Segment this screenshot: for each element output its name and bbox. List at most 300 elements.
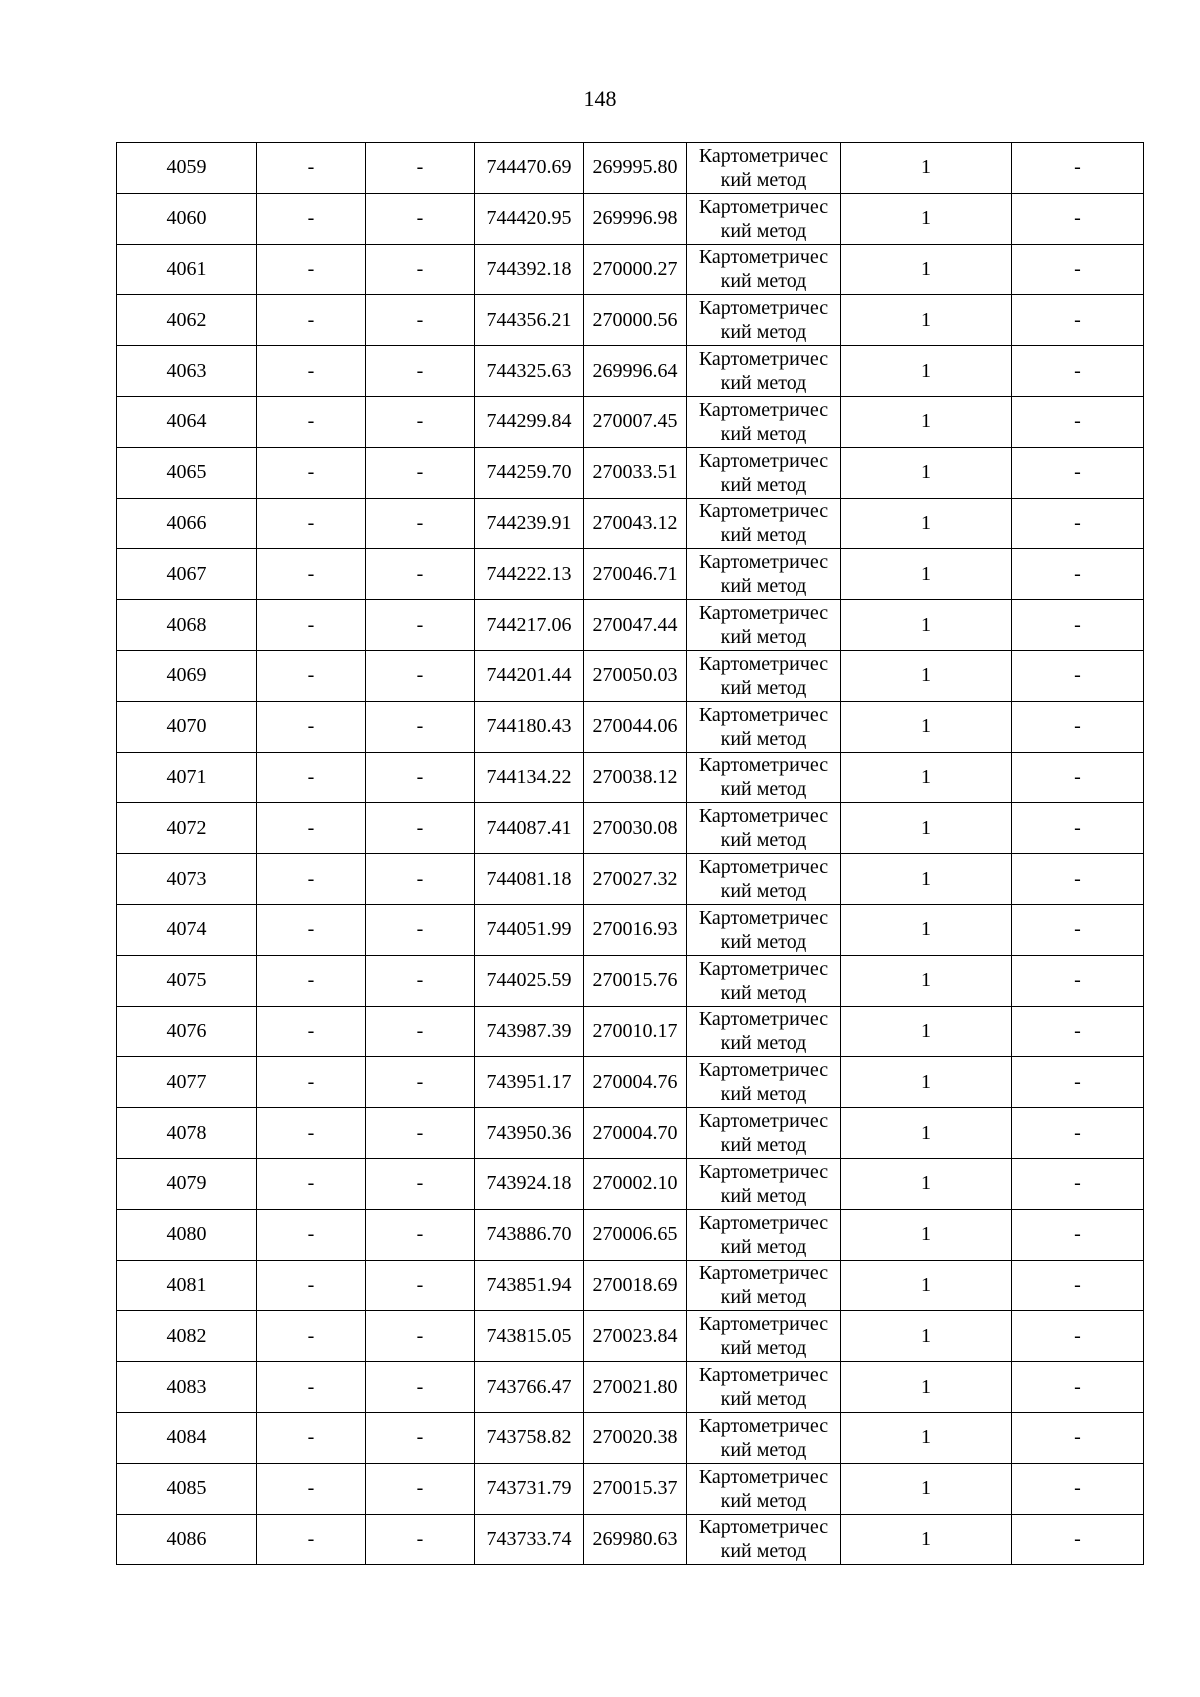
method-line-1: Картометричес — [698, 754, 829, 777]
y-coordinate-cell: 270033.51 — [584, 447, 687, 498]
method-line-1: Картометричес — [698, 144, 829, 167]
col7-cell: 1 — [841, 1057, 1012, 1108]
y-coordinate-cell: 270043.12 — [584, 498, 687, 549]
col2-cell: - — [257, 1412, 366, 1463]
y-coordinate-cell: 270004.76 — [584, 1057, 687, 1108]
col3-cell: - — [366, 650, 475, 701]
method-line-1: Картометричес — [698, 856, 829, 879]
x-coordinate-cell: 743951.17 — [475, 1057, 584, 1108]
col3-cell: - — [366, 193, 475, 244]
col7-cell: 1 — [841, 346, 1012, 397]
method-line-2: кий метод — [720, 168, 807, 191]
x-coordinate-cell: 743886.70 — [475, 1209, 584, 1260]
table-row — [117, 396, 1144, 447]
col7-cell: 1 — [841, 396, 1012, 447]
col8-cell: - — [1012, 600, 1144, 651]
col3-cell: - — [366, 346, 475, 397]
method-cell — [687, 904, 841, 955]
method-cell — [687, 498, 841, 549]
table-row — [117, 1006, 1144, 1057]
method-line-2: кий метод — [720, 1540, 807, 1563]
point-id-cell: 4065 — [117, 447, 257, 498]
method-cell — [687, 193, 841, 244]
method-line-1: Картометричес — [698, 906, 829, 929]
y-coordinate-cell: 270010.17 — [584, 1006, 687, 1057]
col3-cell: - — [366, 1209, 475, 1260]
col7-cell: 1 — [841, 650, 1012, 701]
method-cell — [687, 803, 841, 854]
col3-cell: - — [366, 244, 475, 295]
y-coordinate-cell: 270021.80 — [584, 1362, 687, 1413]
y-coordinate-cell: 270023.84 — [584, 1311, 687, 1362]
col3-cell: - — [366, 904, 475, 955]
x-coordinate-cell: 744051.99 — [475, 904, 584, 955]
method-line-1: Картометричес — [698, 1059, 829, 1082]
col7-cell: 1 — [841, 193, 1012, 244]
y-coordinate-cell: 270050.03 — [584, 650, 687, 701]
table-row — [117, 1463, 1144, 1514]
method-line-2: кий метод — [720, 1489, 807, 1512]
col8-cell: - — [1012, 854, 1144, 905]
col8-cell: - — [1012, 650, 1144, 701]
method-line-2: кий метод — [720, 829, 807, 852]
col2-cell: - — [257, 1463, 366, 1514]
method-line-2: кий метод — [720, 1286, 807, 1309]
col8-cell: - — [1012, 1057, 1144, 1108]
method-line-2: кий метод — [720, 676, 807, 699]
col7-cell: 1 — [841, 803, 1012, 854]
method-line-2: кий метод — [720, 1134, 807, 1157]
col8-cell: - — [1012, 1514, 1144, 1565]
col3-cell: - — [366, 1158, 475, 1209]
col7-cell: 1 — [841, 701, 1012, 752]
x-coordinate-cell: 744392.18 — [475, 244, 584, 295]
method-cell — [687, 701, 841, 752]
point-id-cell: 4078 — [117, 1108, 257, 1159]
col2-cell: - — [257, 396, 366, 447]
table-row — [117, 854, 1144, 905]
method-line-1: Картометричес — [698, 1465, 829, 1488]
y-coordinate-cell: 269980.63 — [584, 1514, 687, 1565]
coordinates-table — [116, 142, 1144, 1565]
table-row — [117, 498, 1144, 549]
table-row — [117, 1514, 1144, 1565]
col8-cell: - — [1012, 549, 1144, 600]
table-row — [117, 346, 1144, 397]
method-line-2: кий метод — [720, 778, 807, 801]
point-id-cell: 4062 — [117, 295, 257, 346]
table-row — [117, 1362, 1144, 1413]
point-id-cell: 4084 — [117, 1412, 257, 1463]
method-line-1: Картометричес — [698, 398, 829, 421]
method-line-1: Картометричес — [698, 1160, 829, 1183]
y-coordinate-cell: 270044.06 — [584, 701, 687, 752]
method-cell — [687, 143, 841, 194]
method-cell — [687, 1514, 841, 1565]
table-row — [117, 1412, 1144, 1463]
point-id-cell: 4074 — [117, 904, 257, 955]
method-line-1: Картометричес — [698, 246, 829, 269]
x-coordinate-cell: 744259.70 — [475, 447, 584, 498]
col3-cell: - — [366, 447, 475, 498]
method-line-2: кий метод — [720, 1083, 807, 1106]
method-cell — [687, 1006, 841, 1057]
col7-cell: 1 — [841, 1514, 1012, 1565]
x-coordinate-cell: 744134.22 — [475, 752, 584, 803]
col3-cell: - — [366, 1514, 475, 1565]
page-number: 148 — [583, 86, 617, 111]
method-line-2: кий метод — [720, 1438, 807, 1461]
col7-cell: 1 — [841, 600, 1012, 651]
col3-cell: - — [366, 1108, 475, 1159]
point-id-cell: 4063 — [117, 346, 257, 397]
table-row — [117, 549, 1144, 600]
col3-cell: - — [366, 701, 475, 752]
col8-cell: - — [1012, 244, 1144, 295]
point-id-cell: 4071 — [117, 752, 257, 803]
method-line-2: кий метод — [720, 422, 807, 445]
y-coordinate-cell: 269996.98 — [584, 193, 687, 244]
x-coordinate-cell: 744201.44 — [475, 650, 584, 701]
x-coordinate-cell: 744325.63 — [475, 346, 584, 397]
col8-cell: - — [1012, 295, 1144, 346]
col2-cell: - — [257, 295, 366, 346]
point-id-cell: 4077 — [117, 1057, 257, 1108]
method-cell — [687, 447, 841, 498]
method-line-1: Картометричес — [698, 1516, 829, 1539]
table-row — [117, 803, 1144, 854]
col8-cell: - — [1012, 955, 1144, 1006]
col8-cell: - — [1012, 1260, 1144, 1311]
x-coordinate-cell: 744299.84 — [475, 396, 584, 447]
x-coordinate-cell: 743950.36 — [475, 1108, 584, 1159]
table-row — [117, 955, 1144, 1006]
col2-cell: - — [257, 244, 366, 295]
y-coordinate-cell: 270030.08 — [584, 803, 687, 854]
point-id-cell: 4069 — [117, 650, 257, 701]
point-id-cell: 4081 — [117, 1260, 257, 1311]
col3-cell: - — [366, 1006, 475, 1057]
method-line-1: Картометричес — [698, 1110, 829, 1133]
method-line-1: Картометричес — [698, 703, 829, 726]
col3-cell: - — [366, 498, 475, 549]
col7-cell: 1 — [841, 1108, 1012, 1159]
method-line-2: кий метод — [720, 880, 807, 903]
x-coordinate-cell: 744180.43 — [475, 701, 584, 752]
point-id-cell: 4067 — [117, 549, 257, 600]
y-coordinate-cell: 270007.45 — [584, 396, 687, 447]
col7-cell: 1 — [841, 854, 1012, 905]
method-cell — [687, 549, 841, 600]
method-line-2: кий метод — [720, 1388, 807, 1411]
method-line-2: кий метод — [720, 1184, 807, 1207]
col7-cell: 1 — [841, 447, 1012, 498]
col7-cell: 1 — [841, 498, 1012, 549]
col2-cell: - — [257, 854, 366, 905]
method-line-2: кий метод — [720, 1235, 807, 1258]
method-cell — [687, 244, 841, 295]
col3-cell: - — [366, 955, 475, 1006]
col3-cell: - — [366, 752, 475, 803]
method-line-2: кий метод — [720, 727, 807, 750]
method-cell — [687, 1108, 841, 1159]
col2-cell: - — [257, 1514, 366, 1565]
method-cell — [687, 752, 841, 803]
method-cell — [687, 1463, 841, 1514]
method-cell — [687, 295, 841, 346]
col7-cell: 1 — [841, 143, 1012, 194]
table-row — [117, 650, 1144, 701]
x-coordinate-cell: 744470.69 — [475, 143, 584, 194]
col2-cell: - — [257, 1057, 366, 1108]
method-cell — [687, 1057, 841, 1108]
col8-cell: - — [1012, 1158, 1144, 1209]
col8-cell: - — [1012, 143, 1144, 194]
col2-cell: - — [257, 498, 366, 549]
col2-cell: - — [257, 193, 366, 244]
point-id-cell: 4073 — [117, 854, 257, 905]
y-coordinate-cell: 270020.38 — [584, 1412, 687, 1463]
method-cell — [687, 1209, 841, 1260]
table-row — [117, 244, 1144, 295]
point-id-cell: 4066 — [117, 498, 257, 549]
method-line-1: Картометричес — [698, 1364, 829, 1387]
y-coordinate-cell: 270047.44 — [584, 600, 687, 651]
y-coordinate-cell: 270027.32 — [584, 854, 687, 905]
col7-cell: 1 — [841, 1260, 1012, 1311]
y-coordinate-cell: 270018.69 — [584, 1260, 687, 1311]
point-id-cell: 4085 — [117, 1463, 257, 1514]
col7-cell: 1 — [841, 1412, 1012, 1463]
method-line-2: кий метод — [720, 270, 807, 293]
method-line-1: Картометричес — [698, 348, 829, 371]
col7-cell: 1 — [841, 955, 1012, 1006]
method-cell — [687, 600, 841, 651]
point-id-cell: 4070 — [117, 701, 257, 752]
method-line-2: кий метод — [720, 930, 807, 953]
method-cell — [687, 854, 841, 905]
col2-cell: - — [257, 1311, 366, 1362]
col2-cell: - — [257, 447, 366, 498]
table-row — [117, 600, 1144, 651]
col2-cell: - — [257, 143, 366, 194]
point-id-cell: 4083 — [117, 1362, 257, 1413]
col7-cell: 1 — [841, 1209, 1012, 1260]
x-coordinate-cell: 743766.47 — [475, 1362, 584, 1413]
col8-cell: - — [1012, 904, 1144, 955]
y-coordinate-cell: 270000.56 — [584, 295, 687, 346]
point-id-cell: 4082 — [117, 1311, 257, 1362]
col7-cell: 1 — [841, 1158, 1012, 1209]
y-coordinate-cell: 270016.93 — [584, 904, 687, 955]
method-line-1: Картометричес — [698, 602, 829, 625]
method-line-2: кий метод — [720, 321, 807, 344]
col8-cell: - — [1012, 1006, 1144, 1057]
method-line-2: кий метод — [720, 981, 807, 1004]
x-coordinate-cell: 743851.94 — [475, 1260, 584, 1311]
col7-cell: 1 — [841, 1362, 1012, 1413]
col3-cell: - — [366, 803, 475, 854]
col2-cell: - — [257, 346, 366, 397]
point-id-cell: 4068 — [117, 600, 257, 651]
y-coordinate-cell: 270006.65 — [584, 1209, 687, 1260]
method-line-1: Картометричес — [698, 652, 829, 675]
y-coordinate-cell: 270015.76 — [584, 955, 687, 1006]
col3-cell: - — [366, 1412, 475, 1463]
col8-cell: - — [1012, 1311, 1144, 1362]
method-line-2: кий метод — [720, 1337, 807, 1360]
table-row — [117, 1260, 1144, 1311]
col3-cell: - — [366, 295, 475, 346]
col3-cell: - — [366, 396, 475, 447]
col8-cell: - — [1012, 1463, 1144, 1514]
method-cell — [687, 1158, 841, 1209]
col2-cell: - — [257, 650, 366, 701]
table-row — [117, 447, 1144, 498]
col8-cell: - — [1012, 803, 1144, 854]
col2-cell: - — [257, 1362, 366, 1413]
y-coordinate-cell: 269996.64 — [584, 346, 687, 397]
col3-cell: - — [366, 1362, 475, 1413]
table-row — [117, 1108, 1144, 1159]
point-id-cell: 4060 — [117, 193, 257, 244]
method-cell — [687, 1311, 841, 1362]
x-coordinate-cell: 744356.21 — [475, 295, 584, 346]
table-row — [117, 193, 1144, 244]
method-line-1: Картометричес — [698, 551, 829, 574]
method-line-1: Картометричес — [698, 297, 829, 320]
x-coordinate-cell: 744420.95 — [475, 193, 584, 244]
col7-cell: 1 — [841, 549, 1012, 600]
col8-cell: - — [1012, 193, 1144, 244]
table-row — [117, 1311, 1144, 1362]
x-coordinate-cell: 743987.39 — [475, 1006, 584, 1057]
col7-cell: 1 — [841, 295, 1012, 346]
col8-cell: - — [1012, 447, 1144, 498]
method-cell — [687, 650, 841, 701]
method-line-1: Картометричес — [698, 1211, 829, 1234]
col2-cell: - — [257, 1108, 366, 1159]
y-coordinate-cell: 270038.12 — [584, 752, 687, 803]
table-body — [117, 143, 1144, 1565]
method-line-1: Картометричес — [698, 805, 829, 828]
col2-cell: - — [257, 752, 366, 803]
col8-cell: - — [1012, 396, 1144, 447]
point-id-cell: 4061 — [117, 244, 257, 295]
table-row — [117, 904, 1144, 955]
col8-cell: - — [1012, 1362, 1144, 1413]
col3-cell: - — [366, 1260, 475, 1311]
col7-cell: 1 — [841, 752, 1012, 803]
x-coordinate-cell: 743733.74 — [475, 1514, 584, 1565]
point-id-cell: 4080 — [117, 1209, 257, 1260]
point-id-cell: 4075 — [117, 955, 257, 1006]
y-coordinate-cell: 270046.71 — [584, 549, 687, 600]
col8-cell: - — [1012, 752, 1144, 803]
table-row — [117, 701, 1144, 752]
point-id-cell: 4086 — [117, 1514, 257, 1565]
col7-cell: 1 — [841, 1006, 1012, 1057]
col8-cell: - — [1012, 498, 1144, 549]
method-line-1: Картометричес — [698, 1008, 829, 1031]
method-line-1: Картометричес — [698, 1414, 829, 1437]
x-coordinate-cell: 743731.79 — [475, 1463, 584, 1514]
point-id-cell: 4076 — [117, 1006, 257, 1057]
table-row — [117, 295, 1144, 346]
col3-cell: - — [366, 600, 475, 651]
table-row — [117, 1158, 1144, 1209]
col8-cell: - — [1012, 1108, 1144, 1159]
y-coordinate-cell: 270000.27 — [584, 244, 687, 295]
x-coordinate-cell: 743924.18 — [475, 1158, 584, 1209]
x-coordinate-cell: 744239.91 — [475, 498, 584, 549]
col2-cell: - — [257, 549, 366, 600]
col2-cell: - — [257, 803, 366, 854]
method-cell — [687, 1260, 841, 1311]
method-line-1: Картометричес — [698, 1262, 829, 1285]
col3-cell: - — [366, 854, 475, 905]
point-id-cell: 4064 — [117, 396, 257, 447]
col8-cell: - — [1012, 701, 1144, 752]
col3-cell: - — [366, 549, 475, 600]
method-line-2: кий метод — [720, 575, 807, 598]
x-coordinate-cell: 744222.13 — [475, 549, 584, 600]
method-cell — [687, 955, 841, 1006]
col2-cell: - — [257, 1006, 366, 1057]
y-coordinate-cell: 270015.37 — [584, 1463, 687, 1514]
method-line-1: Картометричес — [698, 957, 829, 980]
col2-cell: - — [257, 1158, 366, 1209]
x-coordinate-cell: 744025.59 — [475, 955, 584, 1006]
x-coordinate-cell: 744081.18 — [475, 854, 584, 905]
method-line-1: Картометричес — [698, 195, 829, 218]
table-row — [117, 752, 1144, 803]
col2-cell: - — [257, 904, 366, 955]
x-coordinate-cell: 743815.05 — [475, 1311, 584, 1362]
point-id-cell: 4072 — [117, 803, 257, 854]
y-coordinate-cell: 269995.80 — [584, 143, 687, 194]
table-row — [117, 143, 1144, 194]
col8-cell: - — [1012, 1412, 1144, 1463]
col7-cell: 1 — [841, 904, 1012, 955]
col2-cell: - — [257, 955, 366, 1006]
col7-cell: 1 — [841, 244, 1012, 295]
col3-cell: - — [366, 1311, 475, 1362]
method-line-2: кий метод — [720, 372, 807, 395]
method-cell — [687, 346, 841, 397]
method-line-1: Картометричес — [698, 1313, 829, 1336]
col3-cell: - — [366, 1463, 475, 1514]
col3-cell: - — [366, 143, 475, 194]
method-line-2: кий метод — [720, 524, 807, 547]
col3-cell: - — [366, 1057, 475, 1108]
method-line-2: кий метод — [720, 1032, 807, 1055]
point-id-cell: 4079 — [117, 1158, 257, 1209]
col7-cell: 1 — [841, 1463, 1012, 1514]
y-coordinate-cell: 270004.70 — [584, 1108, 687, 1159]
method-line-2: кий метод — [720, 473, 807, 496]
table-row — [117, 1209, 1144, 1260]
method-cell — [687, 1362, 841, 1413]
col2-cell: - — [257, 1260, 366, 1311]
col2-cell: - — [257, 1209, 366, 1260]
method-line-2: кий метод — [720, 626, 807, 649]
col7-cell: 1 — [841, 1311, 1012, 1362]
x-coordinate-cell: 744217.06 — [475, 600, 584, 651]
method-line-1: Картометричес — [698, 500, 829, 523]
col8-cell: - — [1012, 346, 1144, 397]
x-coordinate-cell: 743758.82 — [475, 1412, 584, 1463]
